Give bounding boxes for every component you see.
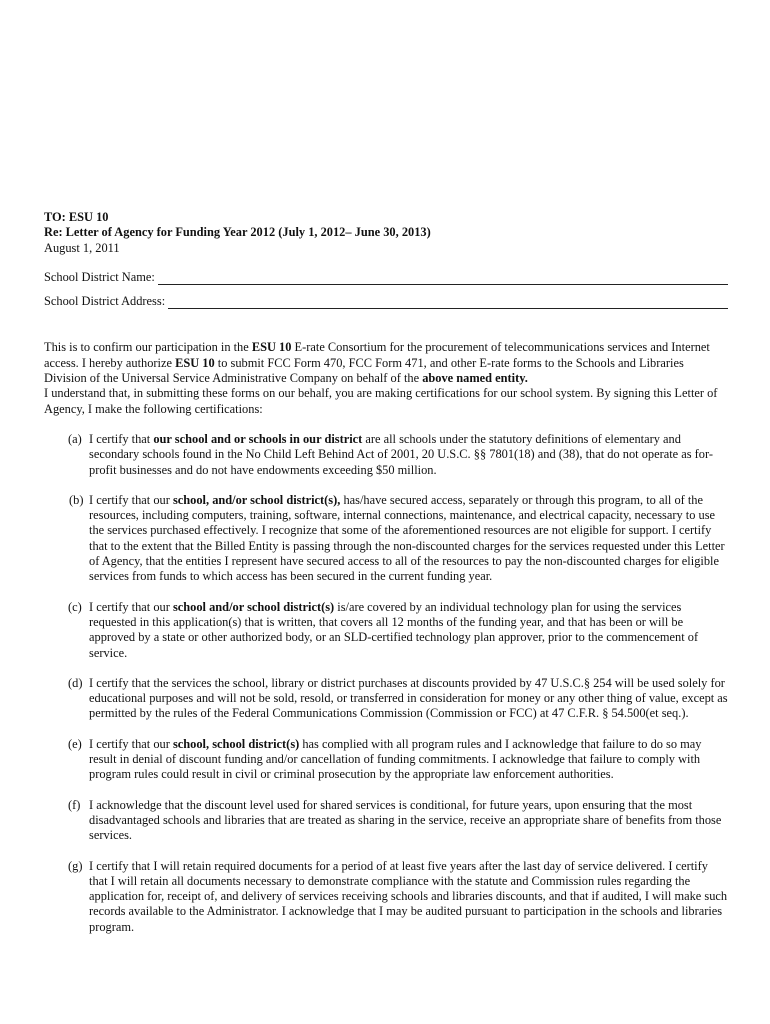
district-name-row bbox=[44, 270, 728, 285]
intro-section bbox=[44, 340, 728, 416]
item-text: has complied with all program rules and I acknowledge that failure to do so may result in denial of discount funding and/or cancellation of funding commitments. I acknowledge that failure to comply with program rules could result in civil or criminal prosecution by the appropriate law enforcement authorities. bbox=[89, 736, 702, 782]
intro-paragraph bbox=[44, 340, 728, 386]
intro-bold-esu: ESU 10 bbox=[251, 340, 292, 355]
item-text: I certify that bbox=[89, 431, 154, 446]
item-text: I certify that our bbox=[89, 492, 173, 507]
item-text: I certify that the services the school, library or district purchases at discounts provided by 47 U.S.C.§ 254 will be used solely for educational purposes and will not be sold, resold, or transferred in consideration for money or any other thing of value, except as permitted by the rules of the Federal Communications Commission (Commission or FCC) at 47 C.F.R. § 54.500(et seq.). bbox=[89, 675, 728, 721]
item-marker: (f) bbox=[68, 797, 81, 812]
item-text: I certify that I will retain required documents for a period of at least five years after the last day of service delivered. I certify that I will retain all documents necessary to demonstrate compliance with the statute and Commission rules regarding the application for, receipt of, and delivery of services receiving schools and libraries discounts, and that if audited, I will make such records available to the Administrator. I acknowledge that I may be audited pursuant to participation in the schools and libraries program. bbox=[89, 858, 728, 934]
item-text: are all schools under the statutory definitions of elementary and secondary schools found in the No Child Left Behind Act of 2001, 20 U.S.C. §§ 7801(18) and (38), that do not operate as for-profit businesses and do not have endowments exceeding $50 million. bbox=[89, 431, 713, 477]
certification-d bbox=[44, 676, 728, 722]
intro-text: This is to confirm our participation in the bbox=[44, 340, 252, 355]
item-text: has/have secured access, separately or through this program, to all of the resources, including computers, training, software, internal connections, maintenance, and electrical capacity, necessary to use the services purchased effectively. I recognize that some of the aforementioned resources are not eligible for support. I certify that to the extent that the Billed Entity is passing through the non-discounted charges for the services requested under this Letter of Agency, that the entities I represent have secured access to all of the resources to pay the non-discounted charges for eligible services from funds to which access has been secured in the current funding year. bbox=[89, 492, 725, 584]
item-marker: (a) bbox=[68, 431, 82, 446]
intro-text: E-rate Consortium for the procurement of telecommunications services and Internet access. I hereby authorize bbox=[44, 340, 710, 370]
district-address-row bbox=[44, 294, 728, 309]
item-bold-text: our school and or schools in our district bbox=[153, 431, 363, 446]
certification-a bbox=[44, 432, 728, 478]
item-marker: (c) bbox=[68, 599, 82, 614]
intro-text: to submit FCC Form 470, FCC Form 471, and other E-rate forms to the Schools and Libraries Division of the Universal Service Administrative Company on behalf of the bbox=[44, 355, 684, 386]
certifications-list bbox=[44, 432, 728, 935]
item-marker: (b) bbox=[69, 492, 84, 507]
letter-date: August 1, 2011 bbox=[44, 240, 120, 255]
certification-b bbox=[44, 493, 728, 585]
item-bold-text: school and/or school district(s) bbox=[172, 599, 335, 614]
subject-line: Re: Letter of Agency for Funding Year 2012 (July 1, 2012– June 30, 2013) bbox=[44, 225, 431, 240]
certification-f bbox=[44, 798, 728, 844]
item-text: I acknowledge that the discount level used for shared services is conditional, for future years, upon ensuring that the most disadvantaged schools and libraries that are treated as sharing in the service, receive an appropriate share of benefits from those services. bbox=[89, 797, 722, 843]
district-name-label: School District Name: bbox=[44, 269, 155, 284]
intro-bold-entity: above named entity. bbox=[422, 371, 528, 386]
district-address-label: School District Address: bbox=[44, 294, 166, 309]
certification-c bbox=[44, 600, 728, 661]
district-name-blank[interactable] bbox=[158, 273, 728, 285]
item-text: I certify that our bbox=[89, 599, 173, 614]
item-bold-text: school, school district(s) bbox=[172, 736, 300, 751]
certification-g bbox=[44, 859, 728, 935]
item-marker: (g) bbox=[68, 858, 83, 873]
district-address-blank[interactable] bbox=[168, 297, 728, 309]
certification-e bbox=[44, 737, 728, 783]
item-text: I certify that our bbox=[89, 736, 173, 751]
item-text: is/are covered by an individual technology plan for using the services requested in this application(s) that is written, that covers all 12 months of the funding year, and that has been or will be approved by a state or other authorized body, or an SLD-certified technology plan approver, prior to the commencement of service. bbox=[89, 599, 699, 660]
recipient-line: TO: ESU 10 bbox=[44, 210, 109, 224]
item-marker: (e) bbox=[68, 736, 82, 751]
item-bold-text: school, and/or school district(s), bbox=[172, 492, 341, 507]
understand-paragraph: I understand that, in submitting these forms on our behalf, you are making certifications for our school system. By signing this Letter of Agency, I make the following certifications: bbox=[44, 386, 718, 416]
intro-bold-esu: ESU 10 bbox=[175, 355, 215, 370]
letter-page bbox=[44, 210, 728, 950]
item-marker: (d) bbox=[68, 675, 83, 690]
